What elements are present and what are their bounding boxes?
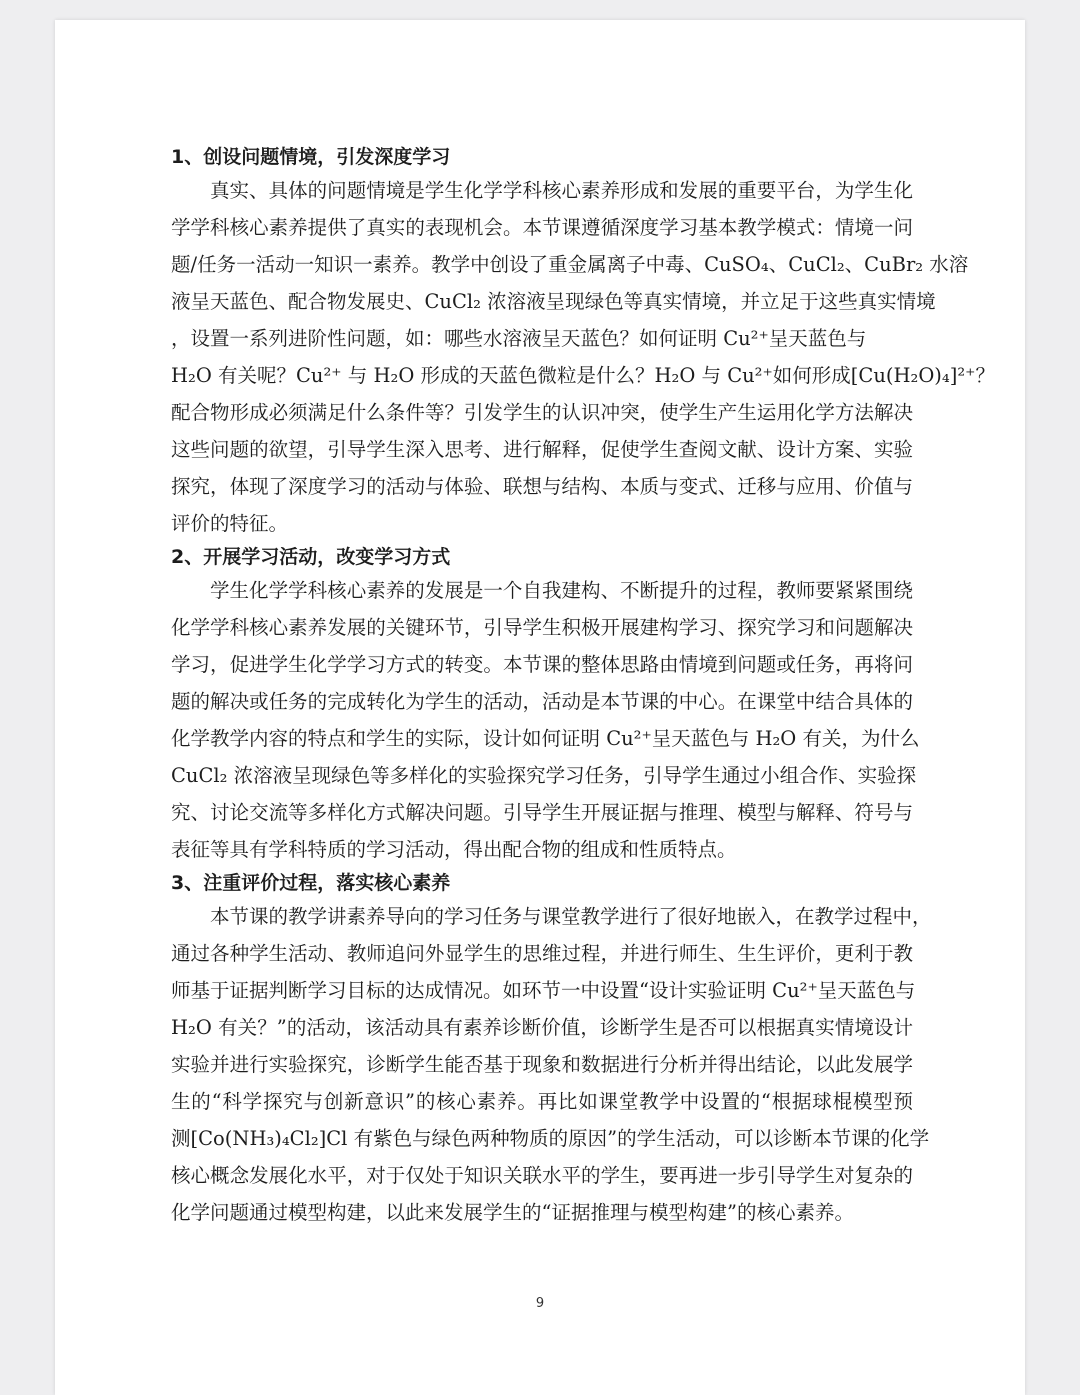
paragraph-line: 评价的特征。	[171, 512, 289, 535]
paragraph-line: 本节课的教学讲素养导向的学习任务与课堂教学进行了很好地嵌入，在教学过程中，	[210, 905, 932, 928]
paragraph-line: 题的解决或任务的完成转化为学生的活动，活动是本节课的中心。在课堂中结合具体的	[171, 690, 913, 713]
section-heading-3: 3、注重评价过程，落实核心素养	[171, 872, 451, 894]
paragraph-line: 测[Co(NH₃)₄Cl₂]Cl 有紫色与绿色两种物质的原因”的学生活动，可以诊断本节课的化学	[171, 1127, 930, 1150]
section-heading-2: 2、开展学习活动，改变学习方式	[171, 546, 451, 568]
paragraph-line: 液呈天蓝色、配合物发展史、CuCl₂ 浓溶液呈现绿色等真实情境，并立足于这些真实情境	[171, 290, 936, 313]
paragraph-line: 师基于证据判断学习目标的达成情况。如环节一中设置“设计实验证明 Cu²⁺呈天蓝色与	[171, 979, 916, 1002]
paragraph-line: H₂O 有关？”的活动，该活动具有素养诊断价值，诊断学生是否可以根据真实情境设计	[171, 1016, 913, 1039]
paragraph-line: 化学问题通过模型构建，以此来发展学生的“证据推理与模型构建”的核心素养。	[171, 1201, 854, 1224]
page-number: 9	[535, 1296, 545, 1311]
section-paragraph-1	[171, 172, 995, 542]
paragraph-line: 配合物形成必须满足什么条件等？引发学生的认识冲突，使学生产生运用化学方法解决	[171, 401, 913, 424]
paragraph-line: 通过各种学生活动、教师追问外显学生的思维过程，并进行师生、生生评价，更利于教	[171, 942, 913, 965]
paragraph-line: 学习，促进学生化学学习方式的转变。本节课的整体思路由情境到问题或任务，再将问	[171, 653, 913, 676]
paragraph-line: 实验并进行实验探究，诊断学生能否基于现象和数据进行分析并得出结论，以此发展学	[171, 1053, 913, 1076]
paragraph-line: H₂O 有关呢？Cu²⁺ 与 H₂O 形成的天蓝色微粒是什么？H₂O 与 Cu²⁺如何形成[Cu(H₂O)₄]²⁺？	[171, 364, 995, 387]
paragraph-line: 化学教学内容的特点和学生的实际，设计如何证明 Cu²⁺呈天蓝色与 H₂O 有关，为什么	[171, 727, 920, 750]
paragraph-line: 真实、具体的问题情境是学生化学学科核心素养形成和发展的重要平台，为学生化	[210, 179, 913, 202]
paragraph-line: ，设置一系列进阶性问题，如：哪些水溶液呈天蓝色？如何证明 Cu²⁺呈天蓝色与	[171, 327, 867, 350]
section-heading-1: 1、创设问题情境，引发深度学习	[171, 146, 451, 168]
paragraph-line: 核心概念发展化水平，对于仅处于知识关联水平的学生，要再进一步引导学生对复杂的	[171, 1164, 913, 1187]
section-paragraph-3	[171, 898, 932, 1231]
paragraph-line: 学生化学学科核心素养的发展是一个自我建构、不断提升的过程，教师要紧紧围绕	[210, 579, 913, 602]
paragraph-line: CuCl₂ 浓溶液呈现绿色等多样化的实验探究学习任务，引导学生通过小组合作、实验探	[171, 764, 917, 787]
paragraph-line: 题/任务一活动一知识一素养。教学中创设了重金属离子中毒、CuSO₄、CuCl₂、CuBr₂ 水溶	[171, 253, 969, 276]
paragraph-line: 学学科核心素养提供了真实的表现机会。本节课遵循深度学习基本教学模式：情境一问	[171, 216, 913, 239]
paragraph-line: 这些问题的欲望，引导学生深入思考、进行解释，促使学生查阅文献、设计方案、实验	[171, 438, 913, 461]
document-body	[171, 142, 995, 1231]
paragraph-line: 表征等具有学科特质的学习活动，得出配合物的组成和性质特点。	[171, 838, 737, 861]
paragraph-line: 生的“科学探究与创新意识”的核心素养。再比如课堂教学中设置的“根据球棍模型预	[171, 1090, 913, 1113]
section-paragraph-2	[171, 572, 920, 868]
document-page	[55, 20, 1025, 1395]
paragraph-line: 化学学科核心素养发展的关键环节，引导学生积极开展建构学习、探究学习和问题解决	[171, 616, 913, 639]
paragraph-line: 究、讨论交流等多样化方式解决问题。引导学生开展证据与推理、模型与解释、符号与	[171, 801, 913, 824]
paragraph-line: 探究，体现了深度学习的活动与体验、联想与结构、本质与变式、迁移与应用、价值与	[171, 475, 913, 498]
